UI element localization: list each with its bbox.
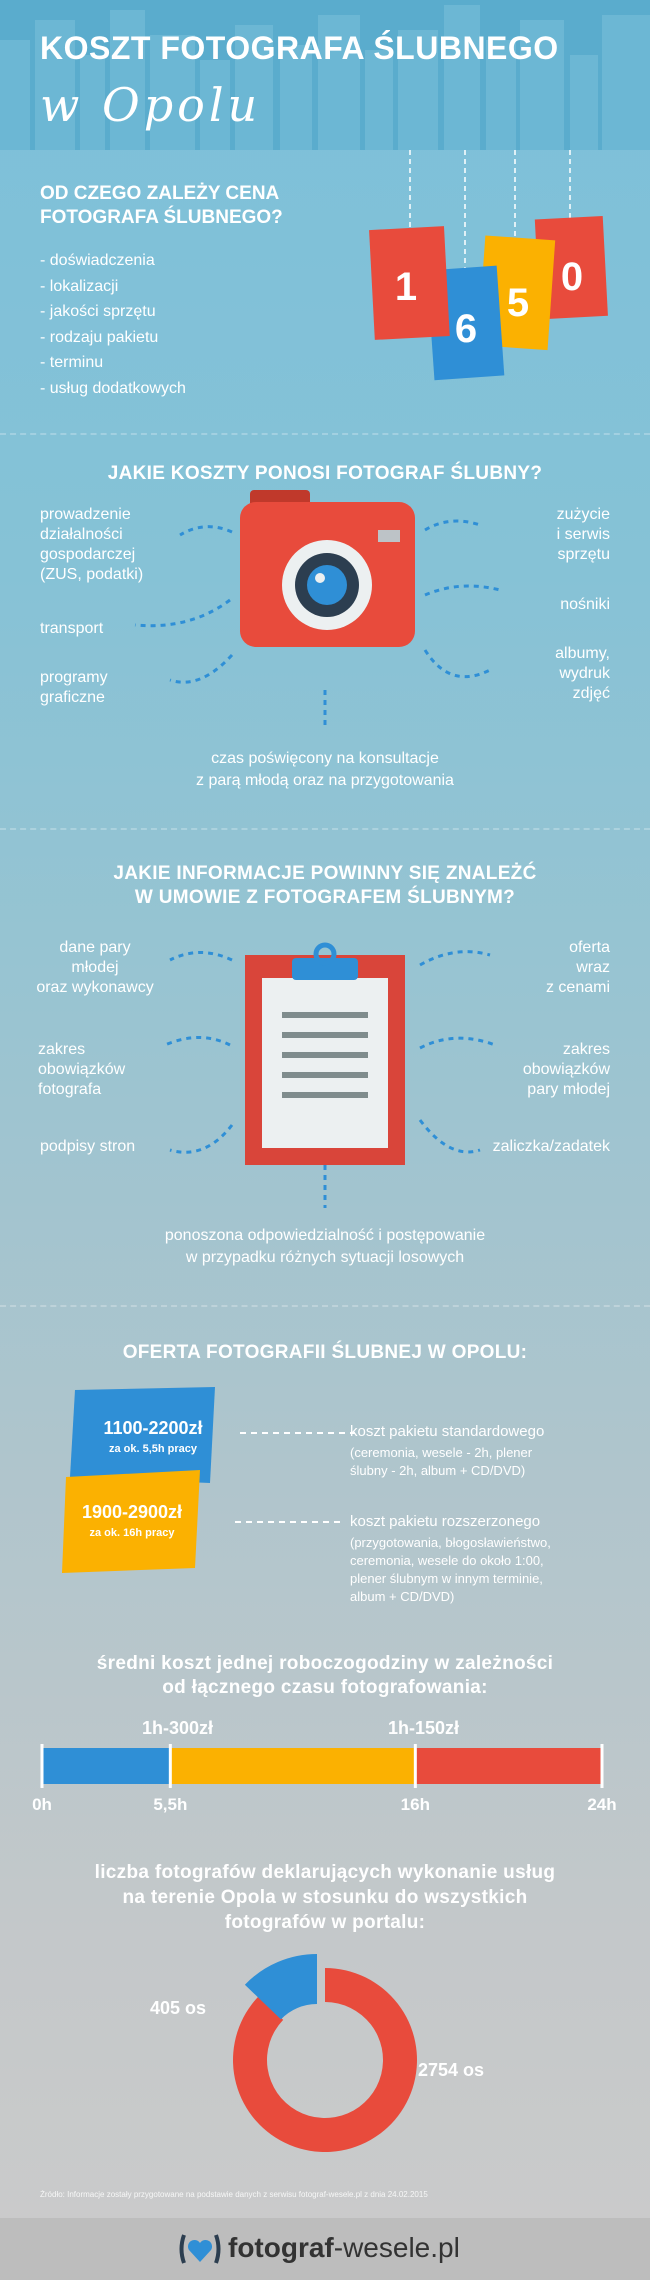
- package-standard-time: za ok. 5,5h pracy: [108, 1443, 198, 1455]
- cost-right-1: zużycie i serwis sprzętu: [556, 506, 610, 563]
- cost-right-2: nośniki: [560, 596, 610, 613]
- timeline-segment: [42, 1748, 170, 1784]
- offer-connectors: [230, 1425, 360, 1535]
- rate-label-standard: 1h-300zł: [142, 1718, 214, 1738]
- price-card-digit: 5: [506, 281, 530, 325]
- contract-left-3: podpisy stron: [40, 1138, 136, 1155]
- price-factor-item: - usług dodatkowych: [40, 379, 186, 397]
- footer-logo-text[interactable]: fotograf-wesele.pl: [228, 2232, 460, 2263]
- timeline-tick-label: 16h: [400, 1795, 430, 1814]
- clipboard-illustration: [0, 940, 650, 1220]
- package-standard-tag: [78, 1418, 228, 1455]
- page-subtitle: w Opolu: [40, 78, 262, 132]
- cost-left-2: transport: [40, 620, 104, 637]
- package-extended-price: 1900-2900zł: [81, 1502, 183, 1522]
- contract-right-3: zaliczka/zadatek: [492, 1138, 610, 1155]
- cost-left-1: prowadzenie działalności gospodarczej (ZUS, podatki): [40, 506, 144, 583]
- donut-small-label: 405 os: [150, 1998, 207, 2018]
- contract-bottom: ponoszona odpowiedzialność i postępowanie w przypadku różnych sytuacji losowych: [164, 1227, 486, 1266]
- camera-illustration: [0, 490, 650, 740]
- footer: [0, 2218, 650, 2280]
- package-extended-tag: [62, 1502, 202, 1539]
- price-card-digit: 0: [560, 255, 584, 299]
- timeline-tick-label: 5,5h: [153, 1795, 188, 1814]
- heart-logo-icon: [178, 2231, 222, 2267]
- donut-title: liczba fotografów deklarujących wykonanie usług na terenie Opola w stosunku do wszystkich fotografów w portalu:: [94, 1862, 556, 1933]
- cost-right-3: albumy, wydruk zdjęć: [555, 645, 610, 702]
- offer-title: OFERTA FOTOGRAFII ŚLUBNEJ W OPOLU:: [122, 1342, 528, 1363]
- section-divider: [0, 828, 650, 830]
- timeline-tick-label: 24h: [587, 1795, 617, 1814]
- section-divider: [0, 433, 650, 435]
- price-factor-item: - doświadczenia: [40, 252, 155, 269]
- contract-left-1: dane pary młodej oraz wykonawcy: [36, 939, 154, 996]
- price-cards: [360, 150, 620, 400]
- page-title: KOSZT FOTOGRAFA ŚLUBNEGO: [40, 30, 559, 66]
- timeline-tick-label: 0h: [32, 1795, 52, 1814]
- package-extended-time: za ok. 16h pracy: [89, 1527, 175, 1539]
- photographers-donut: [215, 1950, 435, 2170]
- contract-left-2: zakres obowiązków fotografa: [38, 1041, 126, 1098]
- cost-bottom: czas poświęcony na konsultacje z parą młodą oraz na przygotowania: [196, 750, 454, 789]
- section-divider: [0, 1305, 650, 1307]
- cost-left-3: programy graficzne: [40, 669, 108, 706]
- donut-large-label: 2754 os: [418, 2060, 485, 2080]
- price-factors-list: [40, 248, 186, 401]
- price-card-digit: 1: [394, 265, 418, 309]
- contract-title: JAKIE INFORMACJE POWINNY SIĘ ZNALEŻĆ W UMOWIE Z FOTOGRAFEM ŚLUBNYM?: [113, 863, 537, 908]
- costs-title: JAKIE KOSZTY PONOSI FOTOGRAF ŚLUBNY?: [107, 463, 543, 484]
- contract-right-2: zakres obowiązków pary młodej: [522, 1041, 610, 1098]
- price-factor-item: - lokalizacji: [40, 277, 119, 295]
- rate-label-extended: 1h-150zł: [388, 1718, 460, 1738]
- price-factors-title: OD CZEGO ZALEŻY CENA FOTOGRAFA ŚLUBNEGO?: [40, 183, 283, 228]
- contract-right-1: oferta wraz z cenami: [545, 939, 610, 996]
- timeline-segment: [415, 1748, 602, 1784]
- source-note: Źródło: Informacje zostały przygotowane na podstawie danych z serwisu fotograf-wesele.pl z dnia 24.02.2015: [40, 2190, 428, 2199]
- price-factor-item: - terminu: [40, 354, 104, 371]
- price-factor-item: - jakości sprzętu: [40, 303, 156, 320]
- hourly-timeline: [30, 1740, 620, 1800]
- hourly-title: średni koszt jednej roboczogodziny w zależności od łącznego czasu fotografowania:: [96, 1653, 554, 1698]
- price-card-digit: 6: [454, 307, 478, 351]
- package-standard-info: koszt pakietu standardowego (ceremonia, wesele - 2h, plener ślubny - 2h, album + CD/DVD): [350, 1423, 545, 1478]
- package-standard-price: 1100-2200zł: [103, 1418, 203, 1438]
- package-extended-info: koszt pakietu rozszerzonego (przygotowania, błogosławieństwo, ceremonia, wesele do około 1:00, plener ślubnym w innym terminie, album + CD/DVD): [350, 1513, 551, 1604]
- price-factor-item: - rodzaju pakietu: [40, 328, 159, 346]
- timeline-segment: [170, 1748, 415, 1784]
